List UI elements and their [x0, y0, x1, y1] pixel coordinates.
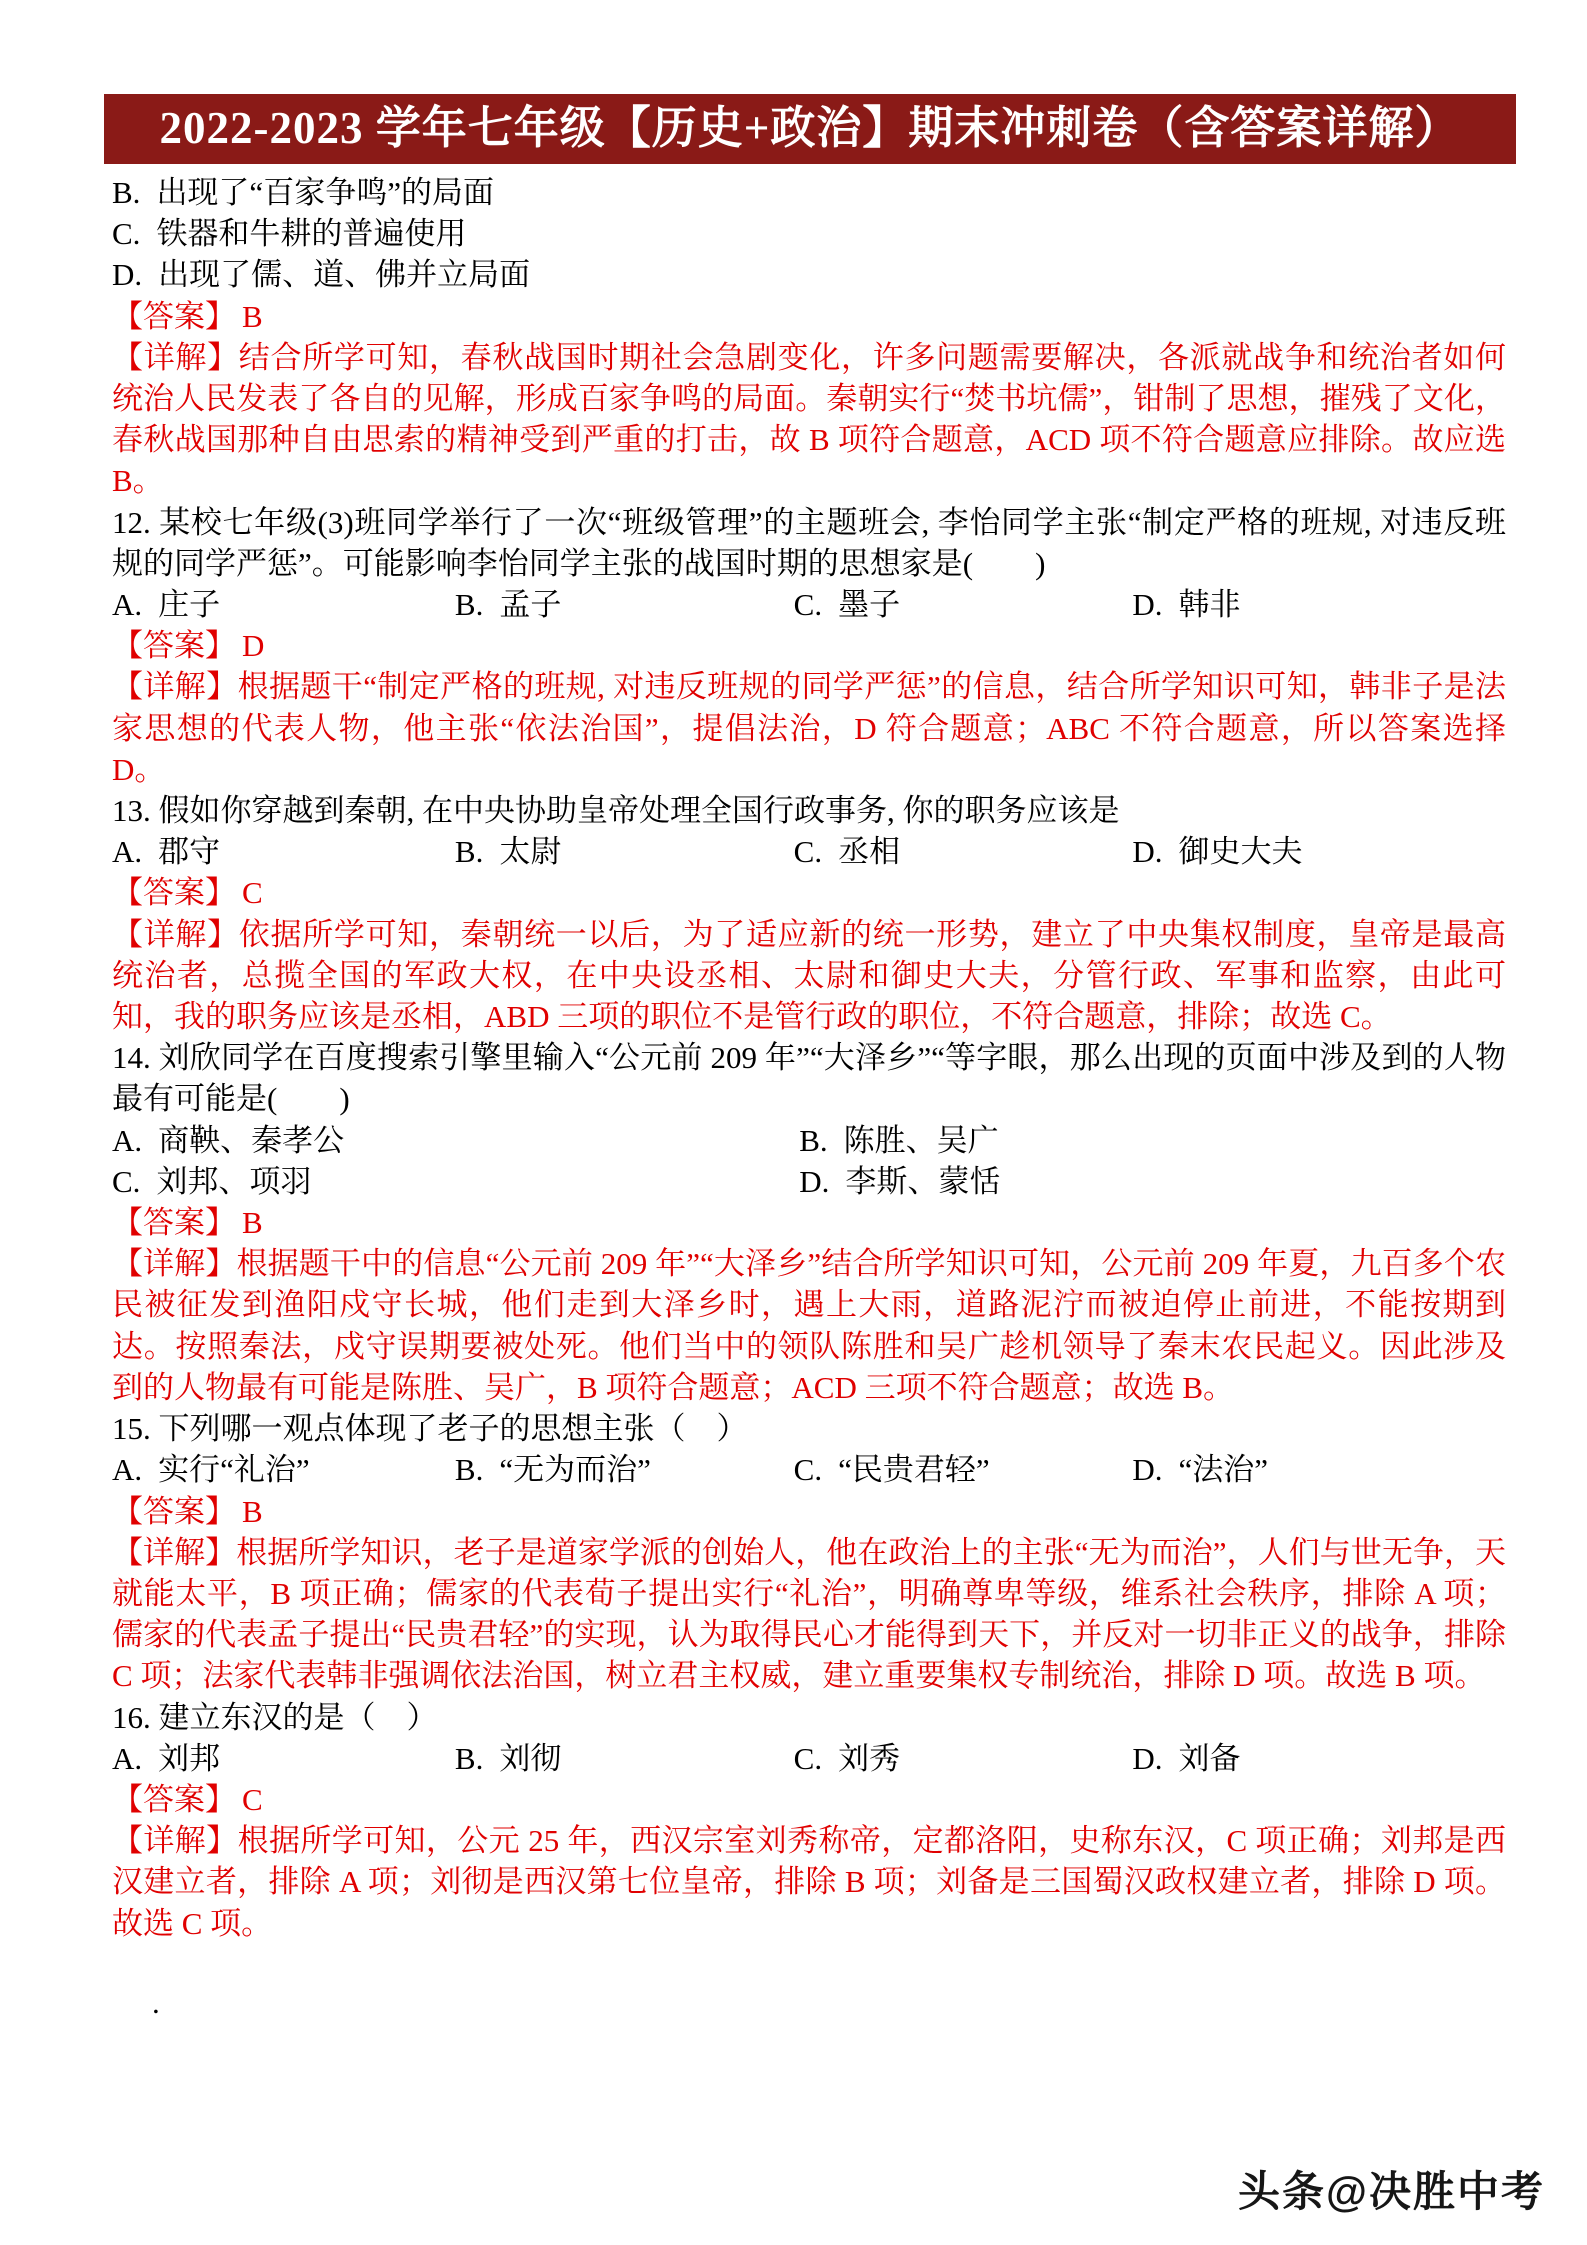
q11-option-d: [112, 254, 1506, 295]
exam-title: 2022-2023 学年七年级【历史+政治】期末冲刺卷（含答案详解）: [159, 103, 1461, 154]
option-label: D.: [1132, 587, 1163, 623]
option-c: [794, 1449, 1133, 1490]
option-label: C.: [793, 1740, 823, 1776]
q13-options: [112, 831, 1506, 872]
q14-answer-line: [112, 1202, 1506, 1243]
q12-detail: [112, 666, 1506, 790]
exam-title-banner: [104, 94, 1516, 164]
option-text: 出现了儒、道、佛并立局面: [158, 257, 531, 293]
detail-tag: 【详解】: [112, 1246, 237, 1282]
q13-answer-line: [112, 872, 1506, 913]
option-label: A.: [112, 587, 143, 623]
option-label: A.: [112, 1740, 143, 1776]
answer-letter: B: [242, 298, 263, 334]
option-text: 韩非: [1178, 587, 1241, 623]
option-c: [794, 584, 1133, 625]
exam-content: [112, 94, 1506, 2023]
option-c: [794, 831, 1133, 872]
option-text: 墨子: [838, 587, 901, 623]
option-text: “民贵君轻”: [838, 1452, 990, 1488]
q15-stem: 15. 下列哪一观点体现了老子的思想主张（ ）: [112, 1411, 748, 1447]
q14-detail: [112, 1243, 1506, 1408]
option-label: D.: [112, 257, 143, 293]
option-label: B.: [799, 1122, 828, 1158]
answer-tag: 【答案】: [112, 1781, 236, 1817]
q12-options: [112, 584, 1506, 625]
answer-tag: 【答案】: [112, 298, 236, 334]
q11-option-c: [112, 213, 1506, 254]
option-a: [112, 1738, 455, 1779]
option-text: 刘备: [1178, 1740, 1241, 1776]
q16-options: [112, 1738, 1506, 1779]
option-label: C.: [112, 216, 141, 252]
option-label: C.: [112, 1163, 141, 1199]
option-d: [1132, 1449, 1506, 1490]
detail-tag: 【详解】: [112, 916, 239, 952]
option-c: [794, 1738, 1133, 1779]
option-text: 刘邦、项羽: [156, 1163, 312, 1199]
detail-text: 结合所学可知，春秋战国时期社会急剧变化，许多问题需要解决，各派就战争和统治者如何统治人民发表了各自的见解，形成百家争鸣的局面。秦朝实行“焚书坑儒”，钳制了思想，摧残了文化，春秋战国那种自由思索的精神受到严重的打击，故 B 项符合题意，ACD 项不符合题意应排除。故应选 B。: [112, 339, 1507, 499]
q15-answer-line: [112, 1491, 1506, 1532]
q16-answer-line: [112, 1779, 1506, 1820]
option-label: D.: [1132, 1452, 1163, 1488]
option-text: 太尉: [499, 834, 562, 870]
option-d: [1132, 584, 1506, 625]
q16-detail: [112, 1820, 1506, 1944]
q15-options: [112, 1449, 1506, 1490]
option-text: 铁器和牛耕的普遍使用: [156, 216, 467, 252]
q14-options: [112, 1120, 1506, 1202]
detail-tag: 【详解】: [112, 669, 238, 705]
option-b: [455, 584, 794, 625]
option-label: D.: [799, 1163, 830, 1199]
detail-text: 依据所学可知，秦朝统一以后，为了适应新的统一形势，建立了中央集权制度，皇帝是最高统治者，总揽全国的军政大权，在中央设丞相、太尉和御史大夫，分管行政、军事和监察，由此可知，我的职务应该是丞相，ABD 三项的职位不是管行政的职位，不符合题意，排除；故选 C。: [112, 916, 1507, 1035]
q15-detail: [112, 1532, 1506, 1697]
option-d: [799, 1161, 1506, 1202]
q11-option-b: [112, 172, 1506, 213]
detail-tag: 【详解】: [112, 1534, 237, 1570]
option-label: B.: [454, 834, 484, 870]
option-a: [112, 831, 455, 872]
option-b: [455, 1738, 794, 1779]
q11-answer-line: [112, 296, 1506, 337]
option-text: “法治”: [1178, 1452, 1269, 1488]
option-text: 孟子: [499, 587, 562, 623]
option-b: [455, 1449, 794, 1490]
option-label: C.: [793, 1452, 823, 1488]
detail-tag: 【详解】: [112, 339, 239, 375]
option-text: 刘邦: [158, 1740, 221, 1776]
answer-letter: C: [242, 875, 263, 911]
q14-stem: 14. 刘欣同学在百度搜索引擎里输入“公元前 209 年”“大泽乡”“等字眼，那么出现的页面中涉及到的人物最有可能是( ): [112, 1040, 1506, 1117]
option-text: 御史大夫: [1178, 834, 1303, 870]
answer-letter: B: [242, 1205, 263, 1241]
option-text: 庄子: [158, 587, 221, 623]
detail-text: 根据题干“制定严格的班规, 对违反班规的同学严惩”的信息，结合所学知识可知，韩非子是法家思想的代表人物，他主张“依法治国”，提倡法治，D 符合题意；ABC 不符合题意，所以答案选择 D。: [112, 669, 1507, 787]
option-label: D.: [1132, 834, 1163, 870]
option-text: “无为而治”: [499, 1452, 651, 1488]
option-a: [112, 1120, 799, 1161]
option-a: [112, 1449, 455, 1490]
option-label: C.: [793, 834, 823, 870]
option-text: 刘秀: [838, 1740, 901, 1776]
option-text: 郡守: [158, 834, 221, 870]
detail-text: 根据所学可知，公元 25 年，西汉宗室刘秀称帝，定都洛阳，史称东汉，C 项正确；刘邦是西汉建立者，排除 A 项；刘彻是西汉第七位皇帝，排除 B 项；刘备是三国蜀汉政权建立者，排除 D 项。故选 C 项。: [112, 1823, 1506, 1941]
option-label: C.: [793, 587, 823, 623]
answer-letter: C: [242, 1781, 263, 1817]
option-text: 刘彻: [499, 1740, 562, 1776]
option-d: [1132, 831, 1506, 872]
detail-text: 根据所学知识，老子是道家学派的创始人，他在政治上的主张“无为而治”，人们与世无争，天就能太平，B 项正确；儒家的代表荀子提出实行“礼治”，明确尊卑等级，维系社会秩序，排除 A 项；儒家的代表孟子提出“民贵君轻”的实现，认为取得民心才能得到天下，并反对一切非正义的战争，排除 C 项；法家代表韩非强调依法治国，树立君主权威，建立重要集权专制统治，排除 D 项。故选 B 项。: [112, 1534, 1507, 1694]
option-text: 李斯、蒙恬: [845, 1163, 1001, 1199]
option-label: B.: [112, 175, 141, 210]
answer-tag: 【答案】: [112, 875, 236, 911]
option-a: [112, 584, 455, 625]
option-text: 商鞅、秦孝公: [158, 1122, 345, 1158]
detail-tag: 【详解】: [112, 1823, 238, 1859]
option-label: A.: [112, 1452, 143, 1488]
option-b: [455, 831, 794, 872]
option-c: [112, 1161, 799, 1202]
option-label: B.: [454, 1452, 484, 1488]
answer-tag: 【答案】: [112, 1205, 236, 1241]
q13-stem: 13. 假如你穿越到秦朝, 在中央协助皇帝处理全国行政事务, 你的职务应该是: [112, 793, 1120, 829]
option-d: [1132, 1738, 1506, 1779]
answer-letter: D: [242, 628, 265, 664]
watermark-toutiao: 头条@决胜中考: [1238, 2168, 1545, 2215]
q13-detail: [112, 914, 1506, 1038]
option-label: B.: [454, 1740, 484, 1776]
option-text: 实行“礼治”: [158, 1452, 310, 1488]
option-label: A.: [112, 1122, 143, 1158]
option-text: 丞相: [838, 834, 901, 870]
q12-stem: 12. 某校七年级(3)班同学举行了一次“班级管理”的主题班会, 李怡同学主张“制定严格的班规, 对违反班规的同学严惩”。可能影响李怡同学主张的战国时期的思想家是( ): [112, 504, 1506, 581]
option-b: [799, 1120, 1506, 1161]
option-text: 出现了“百家争鸣”的局面: [156, 175, 494, 210]
answer-tag: 【答案】: [112, 1493, 236, 1529]
q12-answer-line: [112, 625, 1506, 666]
answer-letter: B: [242, 1493, 263, 1529]
q16-stem: 16. 建立东汉的是（ ）: [112, 1699, 438, 1735]
detail-text: 根据题干中的信息“公元前 209 年”“大泽乡”结合所学知识可知，公元前 209 年夏，九百多个农民被征发到渔阳戍守长城，他们走到大泽乡时，遇上大雨，道路泥泞而被迫停止前进，不能按期到达。按照秦法，戍守误期要被处死。他们当中的领队陈胜和吴广趁机领导了秦末农民起义。因此涉及到的人物最有可能是陈胜、吴广，B 项符合题意；ACD 三项不符合题意；故选 B。: [112, 1246, 1506, 1405]
option-label: B.: [454, 587, 484, 623]
option-text: 陈胜、吴广: [843, 1122, 999, 1158]
q11-detail: [112, 337, 1506, 502]
answer-tag: 【答案】: [112, 628, 236, 664]
trailing-period: .: [152, 1984, 160, 2020]
option-label: A.: [112, 834, 143, 870]
option-label: D.: [1132, 1740, 1163, 1776]
